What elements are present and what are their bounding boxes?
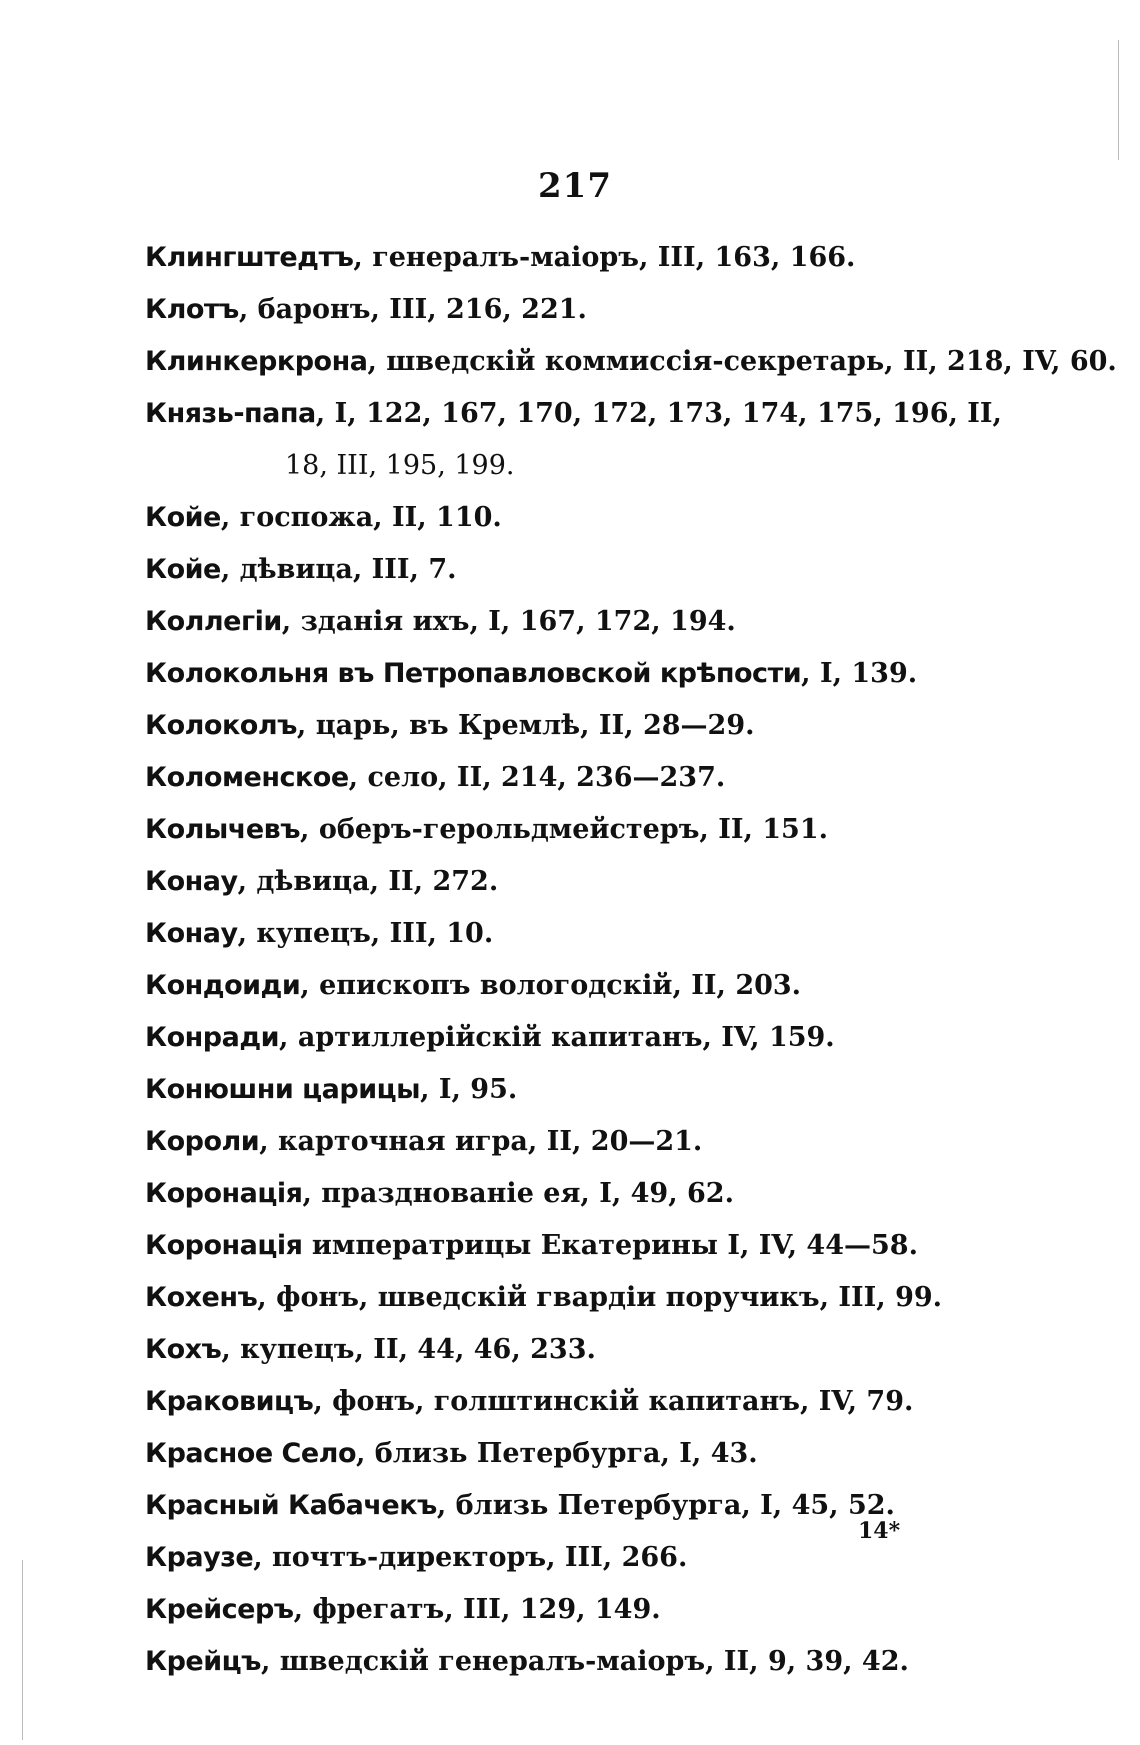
index-entry <box>145 1480 1045 1532</box>
entry-references: , I, 122, 167, 170, 172, 173, 174, 175, 196, II, <box>315 398 1002 429</box>
entry-headword: Кохъ <box>145 1334 222 1365</box>
signature-mark: 14* <box>858 1518 901 1544</box>
index-entry <box>145 596 1045 648</box>
entry-references: , дѣвица, II, 272. <box>237 866 499 897</box>
scan-edge-left <box>22 1560 23 1740</box>
entry-references: , оберъ-герольдмейстеръ, II, 151. <box>300 814 829 845</box>
entry-headword: Коломенское <box>145 762 349 793</box>
index-entry <box>145 1376 1045 1428</box>
entry-references: , почтъ-директоръ, III, 266. <box>253 1542 688 1573</box>
entry-references: , I, 139. <box>801 658 918 689</box>
index-entry <box>145 336 1117 388</box>
index-entry <box>145 388 1045 492</box>
entry-headword: Клингштедтъ <box>145 242 354 273</box>
index-entry <box>145 1532 1045 1584</box>
entry-headword: Коронація <box>145 1230 303 1261</box>
entry-references: , зданія ихъ, I, 167, 172, 194. <box>281 606 736 637</box>
index-entry <box>145 960 1045 1012</box>
entry-headword: Коронація <box>145 1178 303 1209</box>
scan-edge-right <box>1118 40 1119 160</box>
entry-references: , село, II, 214, 236—237. <box>348 762 726 793</box>
index-entry <box>145 1324 1045 1376</box>
index-entry <box>145 1636 1045 1688</box>
entry-references: , артиллерійскій капитанъ, IV, 159. <box>279 1022 835 1053</box>
entry-references: императрицы Екатерины I, IV, 44—58. <box>302 1230 918 1261</box>
index-entry <box>145 1116 1045 1168</box>
entry-references: , близь Петербурга, I, 45, 52. <box>436 1490 895 1521</box>
page-number: 217 <box>538 166 612 206</box>
index-entry <box>145 232 1045 284</box>
entry-references: , царь, въ Кремлѣ, II, 28—29. <box>296 710 755 741</box>
index-entry <box>145 1428 1045 1480</box>
index-entry <box>145 1012 1045 1064</box>
entry-references: , фрегатъ, III, 129, 149. <box>293 1594 661 1625</box>
entry-headword: Колоколъ <box>145 710 297 741</box>
entry-headword: Конради <box>145 1022 280 1053</box>
entry-references: , фонъ, голштинскій капитанъ, IV, 79. <box>313 1386 914 1417</box>
index-entry <box>145 1584 1045 1636</box>
entry-headword: Краковицъ <box>145 1386 314 1417</box>
entry-headword: Кондоиди <box>145 970 301 1001</box>
index-entry <box>145 648 1045 700</box>
index-entry <box>145 752 1045 804</box>
entry-references: , генералъ-маіоръ, III, 163, 166. <box>353 242 856 273</box>
index-entries <box>145 232 1117 1688</box>
entry-headword: Колокольня въ Петропавловской крѣпости <box>145 658 802 689</box>
entry-headword: Клотъ <box>145 294 239 325</box>
entry-headword: Коллегіи <box>145 606 282 637</box>
index-entry <box>145 1272 1045 1324</box>
entry-references: , I, 95. <box>420 1074 518 1105</box>
index-entry <box>145 284 1045 336</box>
index-entry <box>145 700 1045 752</box>
index-entry <box>145 544 1045 596</box>
entry-headword: Конау <box>145 866 238 897</box>
entry-references: , шведскій коммиссія-секретарь, II, 218, IV, 60. <box>367 346 1117 377</box>
entry-references: , купецъ, II, 44, 46, 233. <box>221 1334 596 1365</box>
index-entry <box>145 1064 1045 1116</box>
entry-headword: Клинкеркрона <box>145 346 368 377</box>
entry-headword: Конау <box>145 918 238 949</box>
entry-references: , карточная игра, II, 20—21. <box>259 1126 703 1157</box>
index-entry <box>145 856 1045 908</box>
entry-headword: Красный Кабачекъ <box>145 1490 437 1521</box>
index-entry <box>145 492 1045 544</box>
entry-headword: Колычевъ <box>145 814 301 845</box>
entry-references: , баронъ, III, 216, 221. <box>238 294 587 325</box>
entry-references: , близь Петербурга, I, 43. <box>356 1438 758 1469</box>
entry-headword: Кохенъ <box>145 1282 258 1313</box>
entry-references: , шведскій генералъ-маіоръ, II, 9, 39, 42. <box>260 1646 909 1677</box>
entry-headword: Крейцъ <box>145 1646 261 1677</box>
entry-references: , епископъ вологодскій, II, 203. <box>300 970 802 1001</box>
entry-headword: Красное Село <box>145 1438 356 1469</box>
entry-continuation: 18, III, 195, 199. <box>285 450 515 481</box>
entry-headword: Князь-папа <box>145 398 316 429</box>
index-entry <box>145 804 1045 856</box>
entry-headword: Койе <box>145 502 221 533</box>
index-entry <box>145 908 1045 960</box>
entry-headword: Короли <box>145 1126 260 1157</box>
entry-references: , фонъ, шведскій гвардіи поручикъ, III, 99. <box>257 1282 943 1313</box>
entry-references: , купецъ, III, 10. <box>237 918 494 949</box>
entry-headword: Конюшни царицы <box>145 1074 421 1105</box>
entry-references: , дѣвица, III, 7. <box>220 554 457 585</box>
entry-headword: Койе <box>145 554 221 585</box>
entry-references: , госпожа, II, 110. <box>220 502 502 533</box>
index-entry <box>145 1168 1045 1220</box>
entry-references: , празднованіе ея, I, 49, 62. <box>302 1178 734 1209</box>
entry-headword: Краузе <box>145 1542 254 1573</box>
entry-headword: Крейсеръ <box>145 1594 294 1625</box>
index-entry <box>145 1220 1045 1272</box>
